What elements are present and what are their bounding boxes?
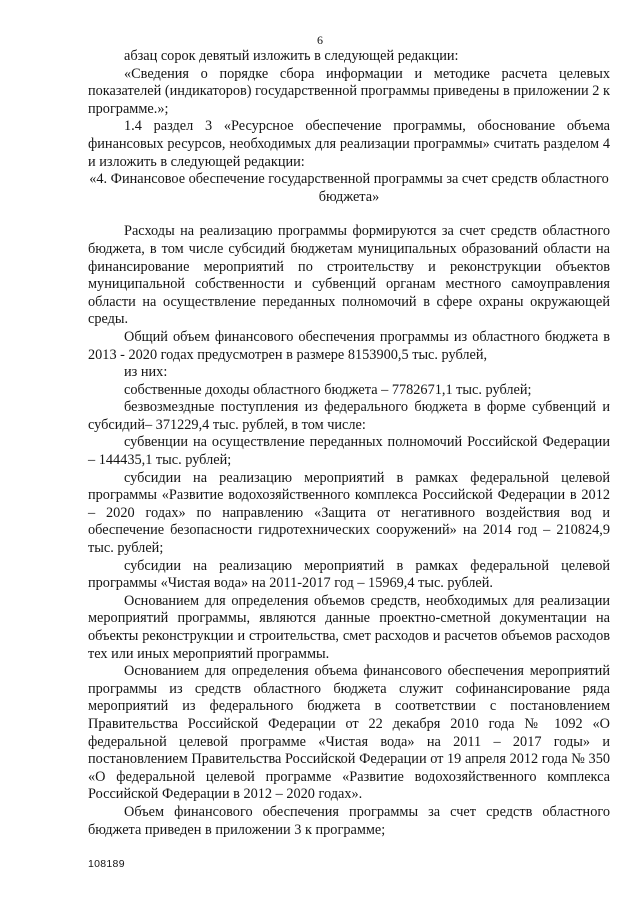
- paragraph-total-funding: Общий объем финансового обеспечения программы из областного бюджета в 2013 - 2020 годах предусмотрен в размере 8153900,5 тыс. рублей,: [88, 328, 610, 363]
- section-heading: «4. Финансовое обеспечение государственной программы за счет средств областного бюджета»: [89, 171, 609, 205]
- document-code: 108189: [88, 858, 125, 870]
- paragraph-amendment-intro: абзац сорок девятый изложить в следующей редакции:: [124, 48, 459, 64]
- paragraph-expenses-formation: Расходы на реализацию программы формируются за счет средств областного бюджета, в том числе субсидий бюджетам муниципальных образований области на финансирование мероприятий по строительству и реконструкции объектов муниципальной собственности и субвенций органам местного самоуправления области на осуществление переданных полномочий в сфере охраны окружающей среды.: [88, 223, 610, 328]
- paragraph-section-rename: 1.4 раздел 3 «Ресурсное обеспечение программы, обоснование объема финансовых ресурсов, необходимых для реализации программы» считать разделом 4 и изложить в следующей редакции:: [88, 118, 610, 170]
- paragraph-of-which: из них:: [124, 364, 168, 381]
- paragraph-own-revenues: собственные доходы областного бюджета – 7782671,1 тыс. рублей;: [124, 381, 532, 398]
- page-number: 6: [317, 33, 323, 47]
- paragraph-subsidies-clean-water: субсидии на реализацию мероприятий в рамках федеральной целевой программы «Чистая вода» на 2011-2017 год – 15969,4 тыс. рублей.: [88, 557, 610, 592]
- paragraph-subsidies-water-complex: субсидии на реализацию мероприятий в рамках федеральной целевой программы «Развитие водохозяйственного комплекса Российской Федерации в 2012 – 2020 годах» по направлению «Защита от негативного воздействия вод и обеспечение безопасности гидротехнических сооружений» на 2014 год – 210824,9 тыс. рублей;: [88, 469, 610, 557]
- paragraph-subventions: субвенции на осуществление переданных полномочий Российской Федерации – 144435,1 тыс. рублей;: [88, 434, 610, 469]
- document-body: [88, 48, 610, 839]
- paragraph-indicators-info: «Сведения о порядке сбора информации и методике расчета целевых показателей (индикаторов) государственной программы приведены в приложении 2 к программе.»;: [88, 65, 610, 117]
- paragraph-basis-volumes: Основанием для определения объемов средств, необходимых для реализации мероприятий программы, являются данные проектно-сметной документации на объекты реконструкции и строительства, смет расходов и расчетов объемов расходов тех или иных мероприятий программы.: [88, 592, 610, 662]
- paragraph-appendix-reference: Объем финансового обеспечения программы за счет средств областного бюджета приведен в приложении 3 к программе;: [88, 803, 610, 838]
- paragraph-federal-transfers: безвозмездные поступления из федерального бюджета в форме субвенций и субсидий– 371229,4 тыс. рублей, в том числе:: [88, 399, 610, 433]
- paragraph-basis-cofinancing: Основанием для определения объема финансового обеспечения мероприятий программы из средств областного бюджета служит софинансирование ряда мероприятий из федерального бюджета в соответствии с постановлением Правительства Российской Федерации от 22 декабря 2010 года № 1092 «О федеральной целевой программе «Чистая вода» на 2011 – 2017 годы» и постановлением Правительства Российской Федерации от 19 апреля 2012 года № 350 «О федеральной целевой программе «Развитие водохозяйственного комплекса Российской Федерации в 2012 – 2020 годах».: [88, 663, 610, 803]
- blank-line: [88, 206, 610, 223]
